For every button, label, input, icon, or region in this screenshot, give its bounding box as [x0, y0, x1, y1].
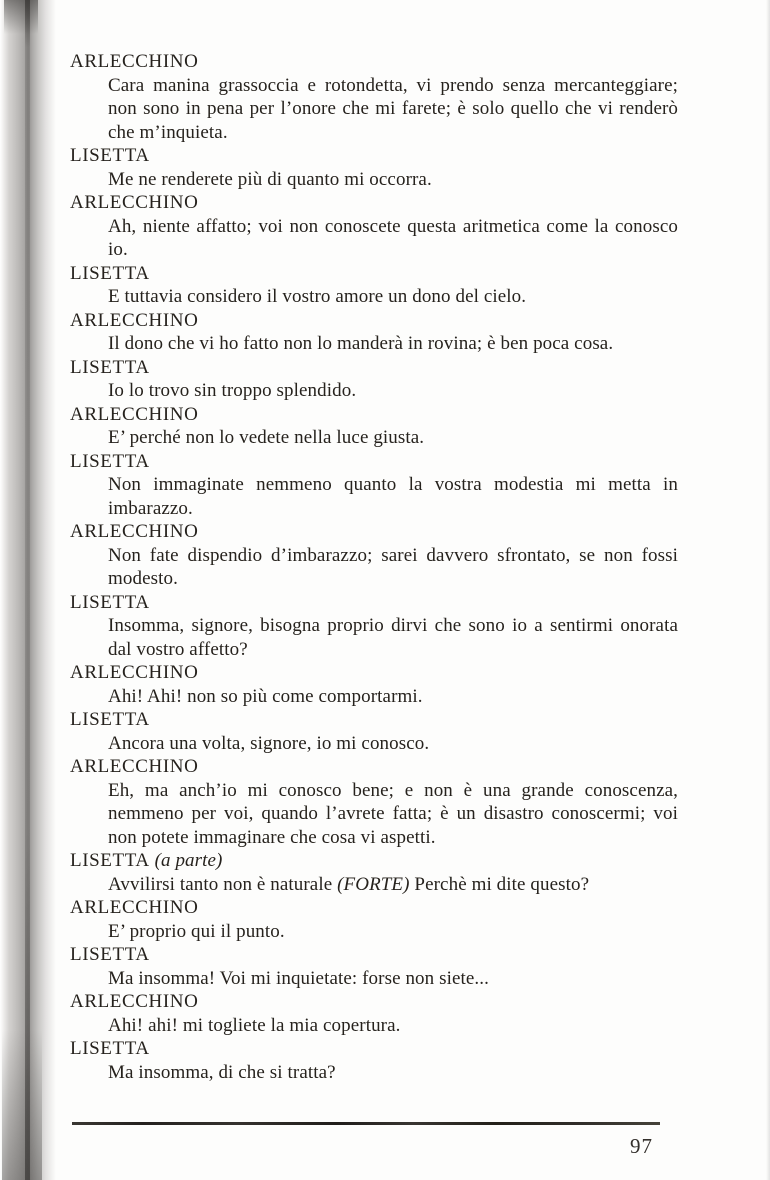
speaker-name: ARLECCHINO [70, 662, 199, 683]
speech [70, 591, 678, 662]
speech-text: Ma insomma, di che si tratta? [108, 1061, 336, 1083]
speaker-name: LISETTA [70, 145, 150, 166]
speech [70, 990, 678, 1037]
speaker-name: LISETTA [70, 944, 150, 965]
speech-text: Avvilirsi tanto non è naturale (FORTE) Perchè mi dite questo? [108, 873, 590, 895]
speaker-name: ARLECCHINO [70, 991, 199, 1012]
speaker-name: ARLECCHINO [70, 192, 199, 213]
speech [70, 450, 678, 521]
speech [70, 896, 678, 943]
speech [70, 144, 678, 191]
speech-text: Il dono che vi ho fatto non lo manderà in rovina; è ben poca cosa. [108, 333, 614, 354]
speech-text: Ma insomma! Voi mi inquietate: forse non siete... [108, 967, 489, 989]
speech-text: E’ proprio qui il punto. [108, 920, 285, 942]
speech-text: Me ne renderete più di quanto mi occorra. [108, 168, 432, 190]
speaker-name: LISETTA [70, 356, 150, 378]
speaker-name: ARLECCHINO [70, 897, 199, 918]
speech-text: Ahi! Ahi! non so più come comportarmi. [108, 685, 423, 707]
binding-top-shadow [4, 0, 38, 34]
speaker-name: ARLECCHINO [70, 51, 199, 72]
speech [70, 191, 678, 262]
speaker-name: LISETTA [70, 1038, 150, 1059]
speech [70, 520, 678, 591]
speech [70, 356, 678, 403]
speech [70, 262, 678, 309]
speech [70, 403, 678, 450]
speech-text: E’ perché non lo vedete nella luce giusta. [108, 427, 425, 448]
speaker-name: LISETTA [70, 591, 150, 613]
speaker-name: LISETTA [70, 262, 150, 284]
speech [70, 943, 678, 990]
stage-direction: (FORTE) [337, 873, 410, 895]
speech-text: Ancora una volta, signore, io mi conosco. [108, 732, 430, 754]
speaker-name: LISETTA (a parte) [70, 850, 223, 871]
speech-text: Non fate dispendio d’imbarazzo; sarei davvero sfrontato, se non fossi modesto. [108, 544, 678, 589]
play-dialogue-text [70, 50, 678, 1084]
book-binding-ridge [25, 0, 30, 1180]
page-number: 97 [630, 1134, 653, 1158]
speech-text: Ah, niente affatto; voi non conoscete questa aritmetica come la conosco io. [108, 215, 678, 260]
speech [70, 50, 678, 144]
speech-text: E tuttavia considero il vostro amore un dono del cielo. [108, 286, 527, 307]
speech-text: Eh, ma anch’io mi conosco bene; e non è una grande conoscenza, nemmeno per voi, quando l’avrete fatta; è un disastro conoscermi; voi non potete immaginare che cosa vi aspetti. [108, 779, 678, 848]
speech [70, 755, 678, 849]
speech [70, 1037, 678, 1084]
stage-direction: (a parte) [149, 850, 223, 871]
speech-text: Non immaginate nemmeno quanto la vostra modestia mi metta in imbarazzo. [108, 474, 678, 519]
speech-text: Io lo trovo sin troppo splendido. [108, 380, 357, 401]
speech-text: Insomma, signore, bisogna proprio dirvi che sono io a sentirmi onorata dal vostro affetto? [108, 615, 678, 660]
binding-bottom-shadow [2, 1030, 42, 1180]
speech-text: Ahi! ahi! mi togliete la mia copertura. [108, 1014, 401, 1036]
speaker-name: LISETTA [70, 450, 150, 472]
speaker-name: ARLECCHINO [70, 403, 199, 425]
speaker-name: LISETTA [70, 709, 150, 730]
page-right-edge-shade [766, 0, 770, 1180]
speaker-name: ARLECCHINO [70, 309, 199, 331]
speech [70, 309, 678, 356]
speech [70, 661, 678, 708]
speech [70, 708, 678, 755]
footer-rule [72, 1122, 660, 1125]
speaker-name: ARLECCHINO [70, 756, 199, 777]
speech [70, 849, 678, 896]
speech-text: Cara manina grassoccia e rotondetta, vi prendo senza mercanteggiare; non sono in pena per l’onore che mi farete; è solo quello che vi renderò che m’inquieta. [108, 74, 678, 143]
speaker-name: ARLECCHINO [70, 521, 199, 542]
